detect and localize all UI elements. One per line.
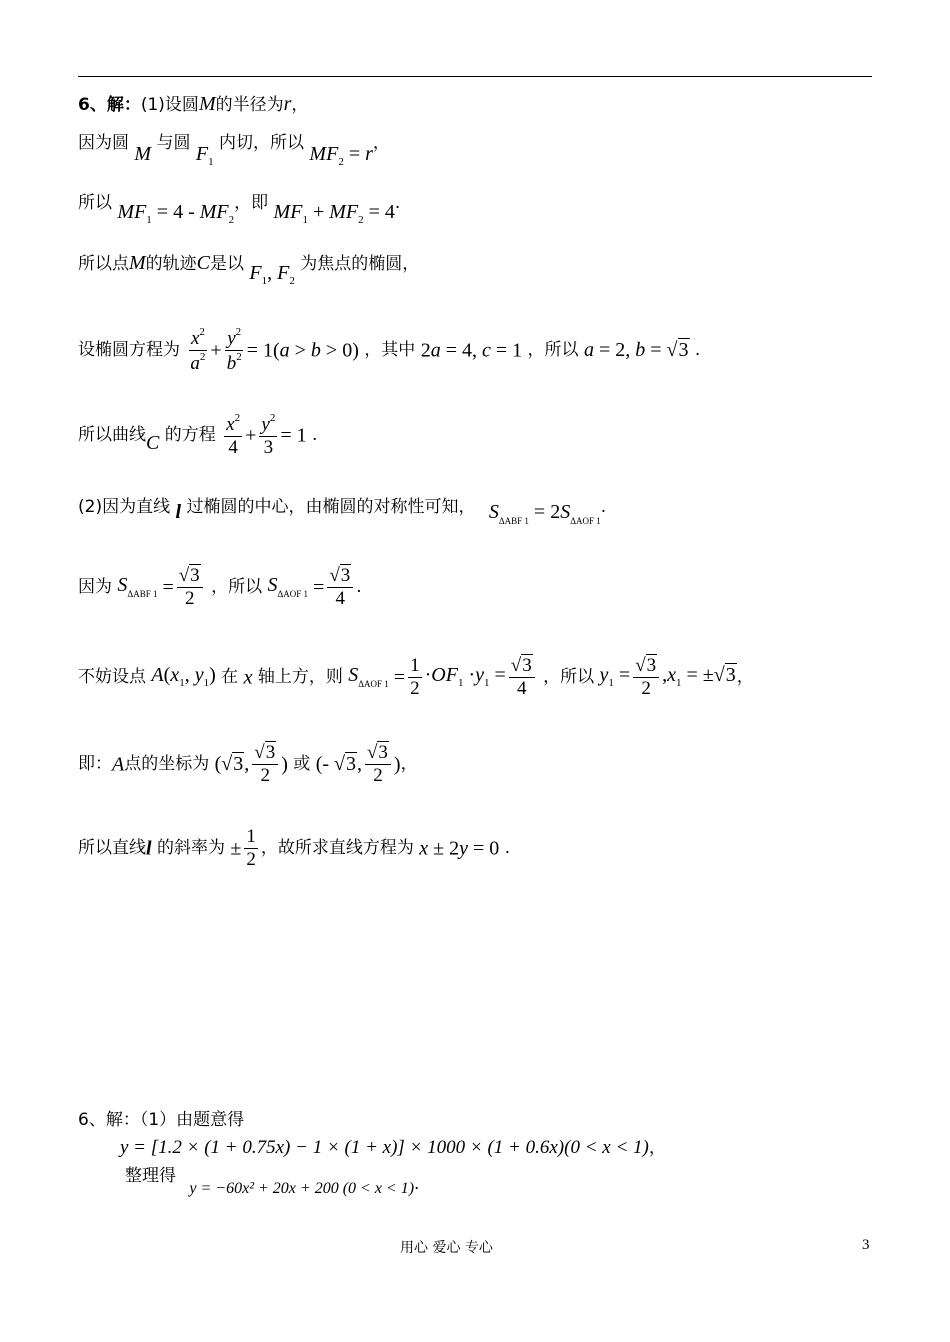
header-rule — [78, 76, 872, 77]
solution-heading: 6、解： — [78, 95, 141, 115]
solution-line-11: 所以直线l 的斜率为 ± $\frac{1}{2}$ ，故所求直线方程为 x ± 2y = 0 . — [78, 826, 511, 870]
math-A: A — [112, 753, 125, 776]
math-C: C — [146, 432, 160, 455]
text: . — [394, 193, 401, 213]
math: M — [198, 93, 216, 115]
text: 所以直线 — [78, 837, 146, 858]
text: 在 — [221, 666, 239, 687]
text: 因为圆 — [78, 133, 129, 153]
solution-line-5: 设椭圆方程为 $\frac{x^2}{a^2}$ + $\frac{y^2}{b^2}$ = 1(a > b > 0) ，其中 2a = 4, c = 1 ，所以 a = 2, b = √3 . — [78, 326, 701, 374]
text: ， — [400, 753, 418, 774]
page-number: 3 — [862, 1237, 870, 1253]
text: . — [414, 1174, 420, 1194]
text: 不妨设点 — [78, 666, 146, 687]
text: (1)设圆 — [140, 95, 199, 115]
math-2a-c: 2a = 4, c = 1 — [420, 339, 523, 362]
text: ，所以 — [543, 666, 595, 687]
text: 整理得 — [125, 1166, 176, 1186]
text: (2)因为直线 — [78, 497, 171, 517]
math-ellipse-cond: = 1(a > b > 0) — [246, 339, 359, 362]
math-M: M — [134, 143, 152, 165]
solution-line-10: 即：A点的坐标为 (√3, $\frac{√3}{2}$ ) 或 (- √3, $\frac{√3}{2}$ )， — [78, 742, 418, 786]
equation-1: y = [1.2 × (1 + 0.75x) − 1 × (1 + x)] × 1000 × (1 + 0.6x)(0 < x < 1) — [120, 1137, 649, 1158]
math-MF2-eq-r: $MF_2 = r$ — [309, 143, 373, 168]
text: 所以 — [78, 193, 112, 213]
fraction-1-2: $\frac{1}{2}$ — [246, 826, 256, 870]
fraction-x2-a2: $\frac{x^2}{a^2}$ — [190, 326, 206, 374]
text: ， — [648, 1138, 666, 1158]
text: 的斜率为 — [156, 837, 225, 858]
text: . — [600, 497, 607, 517]
text: ，所以 — [527, 339, 579, 360]
solution2-line-1 — [78, 1112, 244, 1129]
solution-line-6: 所以曲线C 的方程 $\frac{x^2}{4}$ + $\frac{y^2}{3}$ = 1 . — [78, 412, 318, 458]
text: 过椭圆的中心，由椭圆的对称性可知， — [186, 497, 476, 517]
fraction-sqrt3-4: $\frac{√3}{4}$ — [327, 565, 353, 610]
fraction-x2-4: $\frac{x^2}{4}$ — [226, 412, 241, 458]
math-l: l — [146, 837, 152, 860]
text: 轴上方，则 — [257, 666, 343, 687]
math-a-b: a = 2, b = √3 — [583, 339, 689, 362]
solution-line-4 — [78, 252, 420, 287]
text: 设椭圆方程为 — [78, 339, 180, 360]
solution2-line-2 — [120, 1138, 666, 1157]
math-S-ABF1: $S_{\Delta ABF 1}$ — [117, 574, 158, 600]
fraction-sqrt3-4: $\frac{√3}{4}$ — [509, 655, 535, 700]
math-M: M — [129, 252, 146, 274]
text: 是以 — [210, 254, 245, 274]
footer-slogan: 用心 爱心 专心 — [400, 1240, 493, 1256]
math-point-1: (√3, — [214, 753, 250, 776]
text: 即： — [78, 753, 112, 774]
fraction-y2-b2: $\frac{y^2}{b^2}$ — [226, 326, 242, 374]
solution-line-9: 不妨设点 $A(x_1$, $y_1$) 在 x 轴上方，则 $S_{\Delta AOF 1}$ = $\frac{1}{2}$ $\cdot OF_1 \cdot y_1$ = $\frac{√3}{4}$ ，所以 $y_1$ = $\frac{√3}{2}$ $,x_1 = \pm√3$， — [78, 655, 754, 699]
solution-line-7 — [78, 496, 607, 526]
text: . — [312, 424, 318, 445]
text: 所以曲线 — [78, 424, 146, 445]
text: . — [356, 576, 362, 597]
solution-line-1 — [78, 94, 308, 114]
solution-line-8: 因为 $S_{\Delta ABF 1}$ = $\frac{√3}{2}$ ，所以 $S_{\Delta AOF 1}$ = $\frac{√3}{4}$ . — [78, 565, 362, 609]
solution2-heading: 6、解：（1）由题意得 — [78, 1110, 245, 1130]
math-C: C — [196, 252, 211, 274]
text: ，所以 — [211, 576, 263, 597]
math-point-2: (- √3, — [315, 753, 362, 776]
fraction-sqrt3-2: $\frac{√3}{2}$ — [177, 565, 203, 610]
text: ，故所求直线方程为 — [260, 837, 414, 858]
math-F1F2: $F_1$, $F_2$ — [249, 262, 295, 287]
solution-line-3 — [78, 192, 401, 226]
text: 为焦点的椭圆， — [300, 254, 420, 274]
text: 的半径为 — [215, 95, 284, 115]
math-area-relation: $S_{\Delta ABF 1} = 2S_{\Delta AOF 1}$ — [488, 501, 601, 526]
text: ，其中 — [364, 339, 416, 360]
math-line-eq: x ± 2y = 0 — [419, 837, 500, 860]
text: 内切，所以 — [219, 133, 305, 153]
fraction-sqrt3-2: $\frac{√3}{2}$ — [633, 655, 659, 700]
text: 与圆 — [156, 133, 191, 153]
fraction-y2-3: $\frac{y^2}{3}$ — [261, 412, 276, 458]
math-S-AOF1: $S_{\Delta AOF 1}$ — [348, 664, 389, 690]
text: 或 — [293, 753, 311, 774]
math-MF1-eq: $MF_1 = 4 - MF_2$ — [117, 201, 235, 226]
solution-line-2 — [78, 132, 390, 168]
math-S-AOF1: $S_{\Delta AOF 1}$ — [267, 574, 309, 600]
math-F1: $F_1$ — [195, 143, 214, 168]
fraction-1-2: $\frac{1}{2}$ — [410, 655, 420, 699]
text: ， — [736, 666, 754, 687]
text: 因为 — [78, 576, 112, 597]
text: . — [694, 339, 701, 360]
text: 的轨迹 — [145, 254, 197, 274]
text: ， — [372, 133, 390, 153]
solution2-line-3 — [125, 1166, 420, 1197]
math-x: x — [243, 666, 253, 689]
text: ， — [291, 95, 309, 115]
math-l: l — [175, 501, 182, 523]
equation-2: y = −60x² + 20x + 200 (0 < x < 1) — [189, 1180, 415, 1197]
text: 点的坐标为 — [124, 753, 210, 774]
text: ，即 — [234, 193, 269, 213]
math-A-point: $A(x_1$, $y_1$) — [151, 664, 216, 690]
text: . — [504, 837, 511, 858]
text: 的方程 — [164, 424, 216, 445]
math: r — [283, 93, 292, 115]
math-MF-sum: $MF_1 + MF_2 = 4$ — [273, 201, 395, 226]
text: 所以点 — [78, 254, 129, 274]
